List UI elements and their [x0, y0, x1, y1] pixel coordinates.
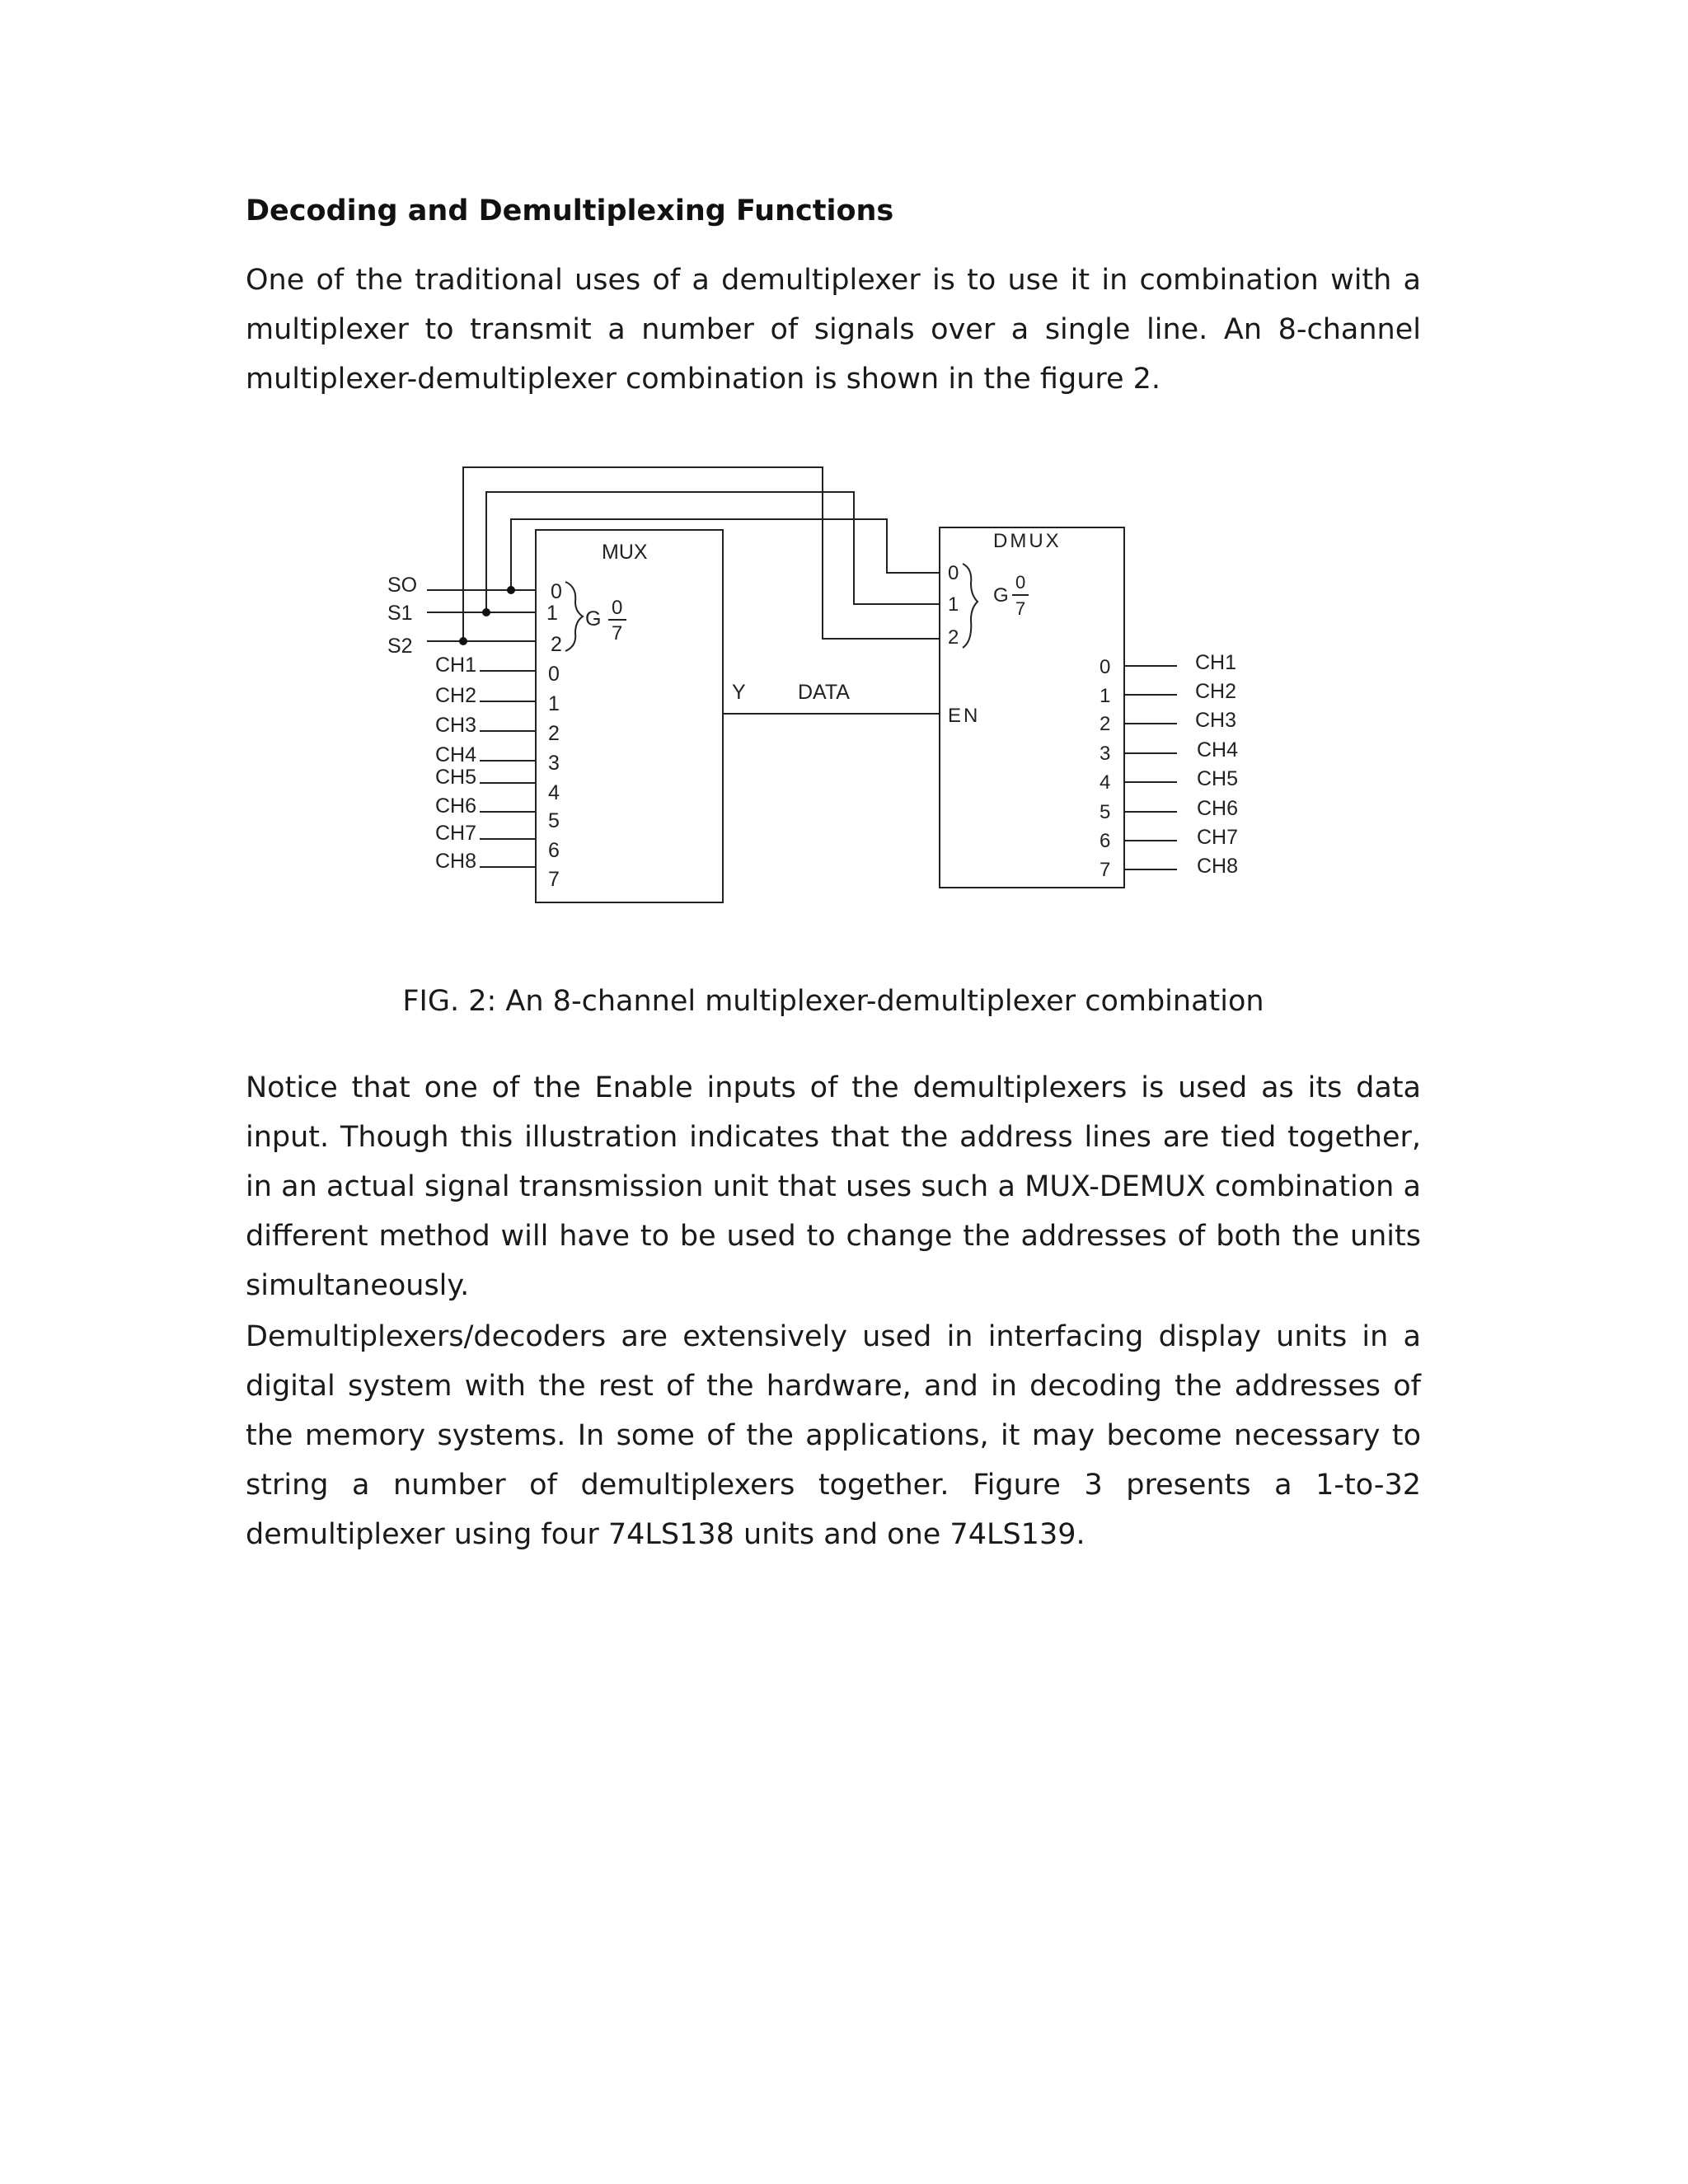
- dmux-out-pin: 7: [1100, 859, 1111, 881]
- mux-block: [536, 530, 723, 902]
- mux-group-fraction-top: 0: [612, 597, 623, 619]
- mux-select-pin-0: 0: [551, 580, 562, 603]
- section-heading: Decoding and Demultiplexing Functions: [246, 194, 894, 227]
- dmux-out-pin: 0: [1100, 656, 1111, 678]
- mux-ch-pin: 0: [548, 663, 560, 686]
- mux-ch-label: CH5: [435, 766, 477, 789]
- dmux-select-pin-2: 2: [948, 626, 959, 649]
- dmux-select-pin-1: 1: [948, 593, 959, 616]
- mux-channel-wires: [480, 671, 536, 867]
- mux-select-label-s0: SO: [387, 574, 418, 597]
- mux-ch-label: CH7: [435, 822, 477, 845]
- mux-ch-label: CH2: [435, 684, 477, 707]
- junction-dot-s2: [459, 637, 467, 645]
- mux-ch-label: CH1: [435, 654, 477, 677]
- mux-ch-label: CH4: [435, 743, 477, 766]
- mux-ch-pin: 1: [548, 692, 560, 715]
- mux-title: MUX: [602, 541, 648, 564]
- paragraph-applications: Demultiplexers/decoders are extensively used in interfacing display units in a digital system with the rest of the hardware, and in decoding the addresses of the memory systems. In some of the applications, it may become necessary to string a number of demultiplexers together. Figure 3 presents a 1-to-32 demultiplexer using four 74LS138 units and one 74LS139.: [246, 1320, 1421, 1551]
- figure-caption: FIG. 2: An 8-channel multiplexer-demultiplexer combination: [402, 985, 1264, 1018]
- mux-select-label-s1: S1: [387, 602, 413, 625]
- mux-ch-pin: 4: [548, 781, 560, 804]
- dmux-select-brace: [963, 564, 978, 648]
- dmux-out-pin: 1: [1100, 685, 1111, 707]
- dmux-ch-label: CH7: [1197, 826, 1239, 849]
- paragraph-intro: One of the traditional uses of a demultiplexer is to use it in combination with a multiplexer to transmit a number of signals over a single line. An 8-channel multiplexer-demultiplexer combination is shown in the figure 2.: [246, 264, 1421, 396]
- mux-ch-pin: 3: [548, 752, 560, 775]
- dmux-ch-label: CH3: [1195, 709, 1237, 732]
- mux-select-label-s2: S2: [387, 635, 413, 658]
- mux-select-pin-2: 2: [551, 633, 562, 656]
- mux-channel-pins: [548, 663, 560, 891]
- mux-group-fraction-bottom: 7: [612, 622, 623, 644]
- dmux-select-pin-0: 0: [948, 562, 959, 584]
- address-line-s2: [463, 467, 940, 641]
- mux-ch-label: CH8: [435, 850, 477, 873]
- dmux-ch-label: CH2: [1195, 680, 1237, 703]
- paragraph-notice: Notice that one of the Enable inputs of the demultiplexers is used as its data input. Though this illustration indicates that the address lines are tied together, in an actual signal transmission unit that uses such a MUX-DEMUX combination a different method will have to be used to change the addresses of both the units simultaneously.: [246, 1071, 1421, 1302]
- dmux-group-label: G: [993, 584, 1009, 607]
- mux-select-pin-1: 1: [546, 602, 558, 625]
- dmux-ch-label: CH8: [1197, 855, 1239, 878]
- dmux-output-wires: [1124, 666, 1177, 869]
- dmux-out-pin: 5: [1100, 801, 1111, 823]
- dmux-enable-label: EN: [948, 705, 981, 727]
- dmux-out-pin: 3: [1100, 743, 1111, 765]
- mux-ch-label: CH3: [435, 714, 477, 737]
- mux-ch-pin: 5: [548, 809, 560, 832]
- dmux-out-pin: 2: [1100, 713, 1111, 735]
- junction-dot-s0: [507, 586, 515, 594]
- mux-ch-pin: 2: [548, 722, 560, 745]
- mux-ch-label: CH6: [435, 794, 477, 818]
- dmux-out-pin: 4: [1100, 771, 1111, 794]
- dmux-group-fraction-top: 0: [1015, 572, 1026, 593]
- dmux-channel-labels: [1195, 651, 1238, 878]
- dmux-title: DMUX: [993, 530, 1062, 552]
- mux-channel-labels: [435, 654, 476, 873]
- dmux-group-fraction-bottom: 7: [1015, 598, 1026, 619]
- data-line-label: DATA: [798, 681, 850, 704]
- dmux-out-pin: 6: [1100, 830, 1111, 852]
- mux-ch-pin: 7: [548, 868, 560, 891]
- junction-dot-s1: [482, 608, 490, 616]
- mux-output-label: Y: [732, 681, 746, 704]
- mux-ch-pin: 6: [548, 839, 560, 862]
- dmux-ch-label: CH6: [1197, 797, 1239, 820]
- mux-select-brace: [565, 582, 583, 651]
- dmux-ch-label: CH4: [1197, 738, 1239, 762]
- dmux-ch-label: CH5: [1197, 767, 1239, 790]
- dmux-ch-label: CH1: [1195, 651, 1237, 674]
- dmux-output-pins: [1100, 656, 1110, 881]
- mux-group-label: G: [585, 607, 602, 630]
